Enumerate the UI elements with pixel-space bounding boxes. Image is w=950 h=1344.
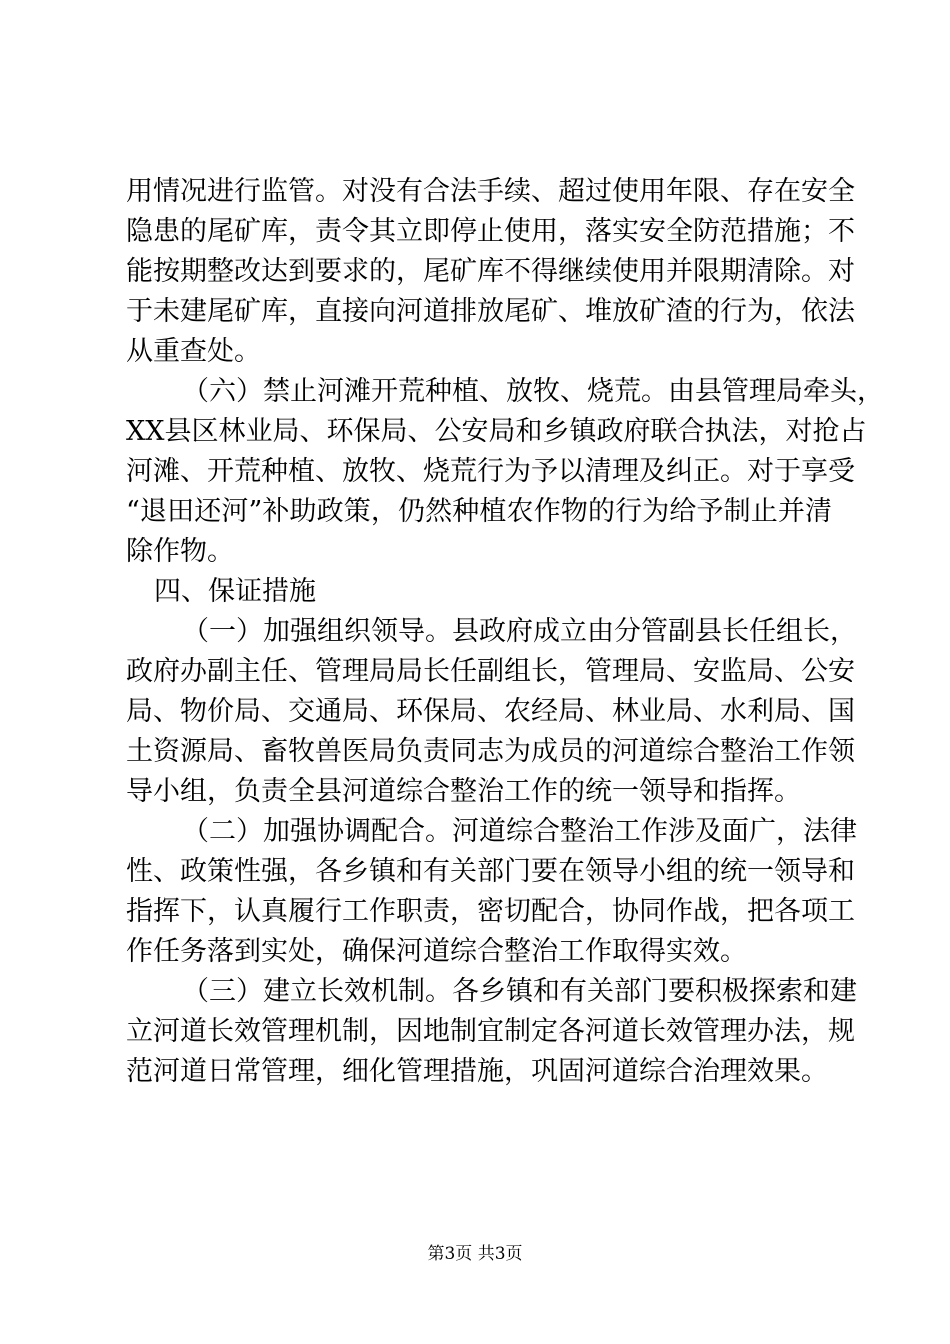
text-line: （二）加强协调配合。河道综合整治工作涉及面广，法律 (182, 816, 857, 847)
text-line: 立河道长效管理机制，因地制宜制定各河道长效管理办法，规 (126, 1016, 855, 1047)
text-line: 除作物。 (126, 536, 234, 567)
text-line: 导小组，负责全县河道综合整治工作的统一领导和指挥。 (126, 776, 801, 807)
text-line: （一）加强组织领导。县政府成立由分管副县长任组长， (182, 616, 857, 647)
document-body (126, 172, 884, 1092)
text-line: 作任务落到实处，确保河道综合整治工作取得实效。 (126, 936, 747, 967)
text-line: 河滩、开荒种植、放牧、烧荒行为予以清理及纠正。对于享受 (126, 456, 855, 487)
text-line: 政府办副主任、管理局局长任副组长，管理局、安监局、公安 (126, 656, 855, 687)
text-line: 于未建尾矿库，直接向河道排放尾矿、堆放矿渣的行为，依法 (126, 296, 855, 327)
text-line: 性、政策性强，各乡镇和有关部门要在领导小组的统一领导和 (126, 856, 855, 887)
text-line: 局、物价局、交通局、环保局、农经局、林业局、水利局、国 (126, 696, 855, 727)
text-line: （六）禁止河滩开荒种植、放牧、烧荒。由县管理局牵头， (182, 376, 884, 407)
text-line: 用情况进行监管。对没有合法手续、超过使用年限、存在安全 (126, 176, 855, 207)
text-line: 四、保证措施 (154, 576, 316, 607)
page-footer: 第3页 共3页 (427, 1244, 523, 1264)
text-line: 指挥下，认真履行工作职责，密切配合，协同作战，把各项工 (126, 896, 855, 927)
text-line: “退田还河”补助政策，仍然种植农作物的行为给予制止并清 (126, 496, 832, 527)
text-line: （三）建立长效机制。各乡镇和有关部门要积极探索和建 (182, 976, 857, 1007)
text-line: 能按期整改达到要求的，尾矿库不得继续使用并限期清除。对 (126, 256, 855, 287)
text-line: 从重查处。 (126, 336, 261, 367)
text-line: 隐患的尾矿库，责令其立即停止使用，落实安全防范措施；不 (126, 216, 855, 247)
text-line: 土资源局、畜牧兽医局负责同志为成员的河道综合整治工作领 (126, 736, 855, 767)
text-line: XX县区林业局、环保局、公安局和乡镇政府联合执法，对抢占 (126, 416, 867, 447)
text-line: 范河道日常管理，细化管理措施，巩固河道综合治理效果。 (126, 1056, 828, 1087)
